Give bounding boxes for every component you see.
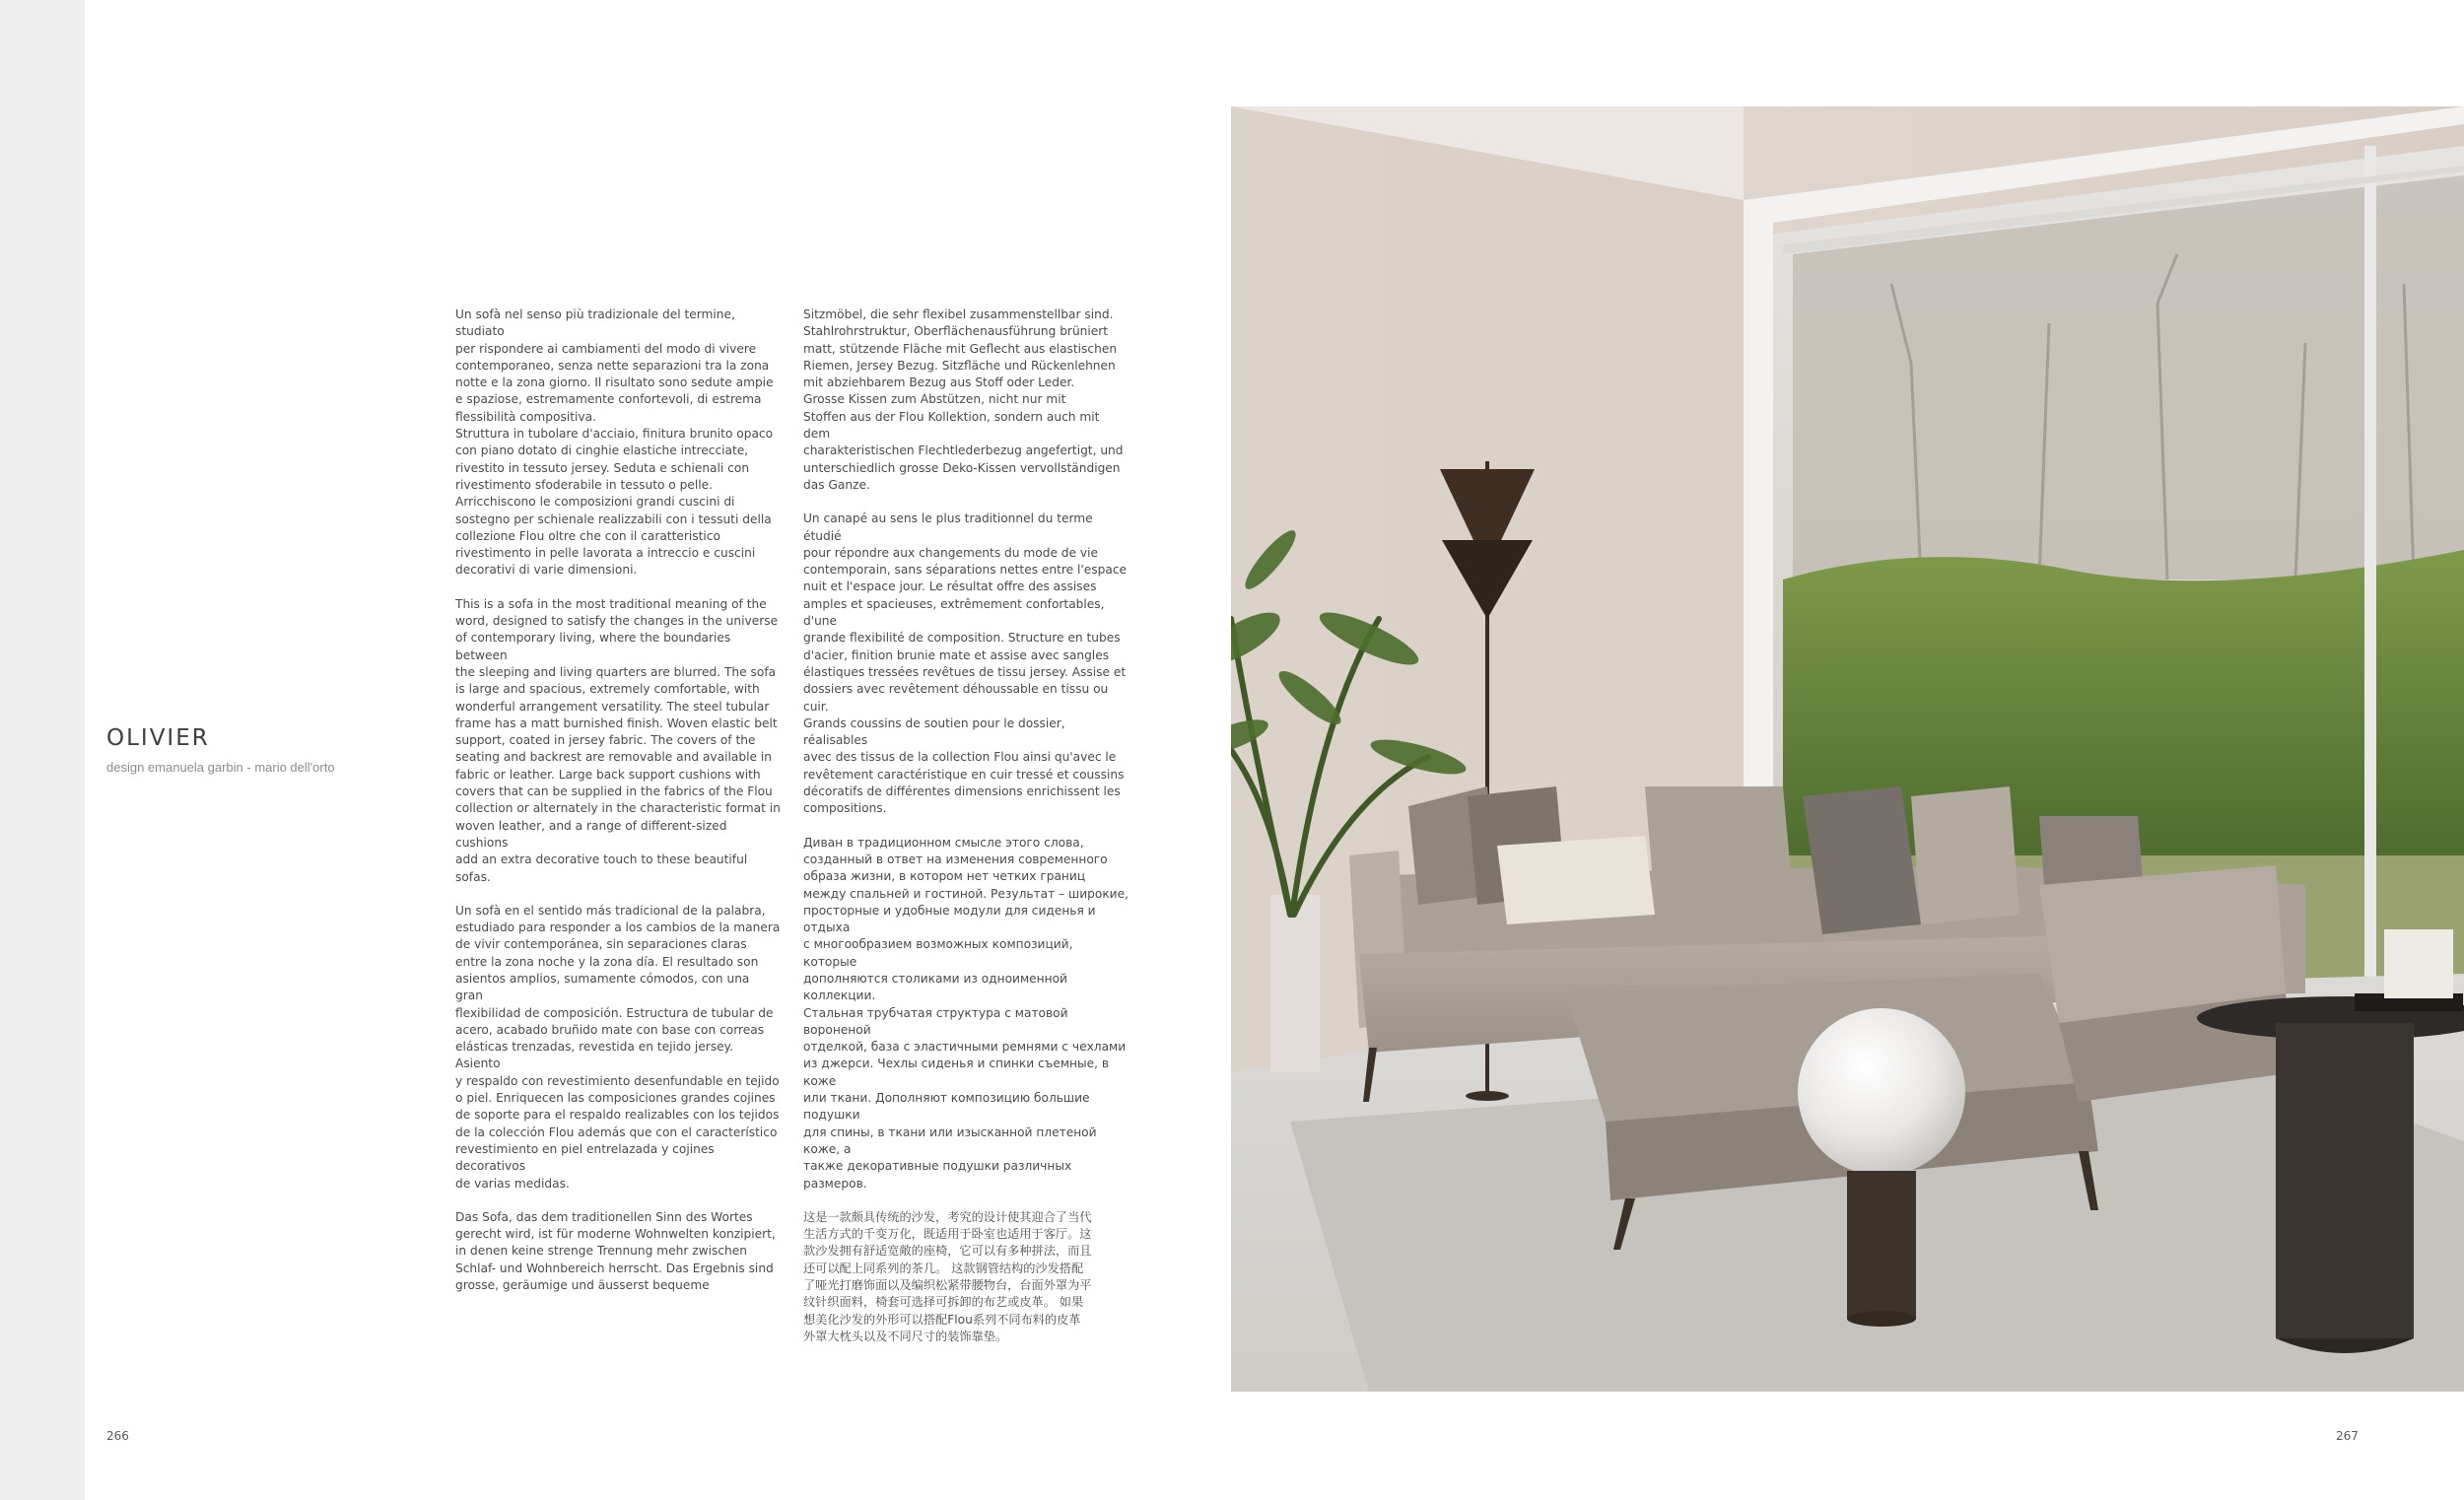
paragraph-spanish: Un sofà en el sentido más tradicional de la palabra, estudiado para responder a los cambios de la manera de vivir contemporánea, sin separaciones claras entre la zona noche y la zona día. El resultado son asientos amplios, sumamente cómodos, con una gran flexibilidad de composición. Estructura de tubular de acero, acabado bruñido mate con base con correas elásticas trenzadas, revestida en tejido jersey. Asiento y respaldo con revestimiento desenfundable en tejido o piel. Enriquecen las composiciones grandes cojines de soporte para el respaldo realizables con los tejidos de la colección Flou además que con el característico revestimiento en piel entrelazada y cojines decorativos de varias medidas. (455, 903, 781, 1191)
product-title: OLIVIER (106, 725, 210, 751)
page-gutter (0, 0, 85, 1500)
paragraph-chinese: 这是一款颇具传统的沙发，考究的设计使其迎合了当代 生活方式的千变万化，既适用于卧室也适用于客厅。这 款沙发拥有舒适宽敞的座椅，它可以有多种拼法，而且 还可以配上同系列的茶几。 这款钢管结构的沙发搭配 了哑光打磨饰面以及编织松紧带腰物台，台面外罩为平 纹针织面料，椅套可选择可拆卸的布艺或皮革。 如果 想美化沙发的外形可以搭配Flou系列不同布料的皮革 外罩大枕头以及不同尺寸的装饰靠垫。 (803, 1209, 1092, 1343)
paragraph-english: This is a sofa in the most traditional meaning of the word, designed to satisfy the changes in the universe of contemporary living, where the boundaries between the sleeping and living quarters are blurred. The sofa is large and spacious, extremely comfortable, with wonderful arrangement versatility. The steel tubular frame has a matt burnished finish. Woven elastic belt support, coated in jersey fabric. The covers of the seating and backrest are removable and available in fabric or leather. Large back support cushions with covers that can be supplied in the fabrics of the Flou collection or alternately in the characteristic format in woven leather, and a range of different-sized cushions add an extra decorative touch to these beautiful sofas. (455, 596, 781, 884)
text-column-right (803, 307, 1129, 1362)
paragraph-german-start: Das Sofa, das dem traditionellen Sinn des Wortes gerecht wird, ist für moderne Wohnwelten konzipiert, in denen keine strenge Trennung mehr zwischen Schlaf- und Wohnbereich herrscht. Das Ergebnis sind grosse, geräumige und äusserst bequeme (455, 1209, 776, 1293)
paragraph-german-end: Sitzmöbel, die sehr flexibel zusammenstellbar sind. Stahlrohrstruktur, Oberflächenausführung brüniert matt, stützende Fläche mit Geflecht aus elastischen Riemen, Jersey Bezug. Sitzfläche und Rückenlehnen mit abziehbarem Bezug aus Stoff oder Leder. Grosse Kissen zum Abstützen, nicht nur mit Stoffen aus der Flou Kollektion, sondern auch mit dem charakteristischen Flechtlederbezug angefertigt, und unterschiedlich grosse Deko-Kissen vervollständigen das Ganze. (803, 307, 1124, 492)
product-designer: design emanuela garbin - mario dell'orto (106, 760, 335, 775)
paragraph-french: Un canapé au sens le plus traditionnel du terme étudié pour répondre aux changements du mode de vie contemporain, sans séparations nettes entre l'espace nuit et l'espace jour. Le résultat offre des assises amples et spacieuses, extrêmement confortables, d'une grande flexibilité de composition. Structure en tubes d'acier, finition brunie mate et assise avec sangles élastiques tressées revêtues de tissu jersey. Assise et dossiers avec revêtement déhoussable en tissu ou cuir. Grands coussins de soutien pour le dossier, réalisables avec des tissus de la collection Flou ainsi qu'avec le revêtement caractéristique en cuir tressé et coussins décoratifs de différentes dimensions enrichissent les compositions. (803, 511, 1128, 816)
text-column-left (455, 307, 781, 1311)
page-number-right: 267 (2336, 1429, 2359, 1443)
living-room-sofa-photo (1231, 106, 2464, 1392)
paragraph-italian: Un sofà nel senso più tradizionale del termine, studiato per rispondere ai cambiamenti del modo di vivere contemporaneo, senza nette separazioni tra la zona notte e la zona giorno. Il risultato sono sedute ampie e spaziose, estremamente confortevoli, di estrema flessibilità compositiva. Struttura in tubolare d'acciaio, finitura brunito opaco con piano dotato di cinghie elastiche intrecciate, rivestito in tessuto jersey. Seduta e schienali con rivestimento sfoderabile in tessuto o pelle. Arricchiscono le composizioni grandi cuscini di sostegno per schienale realizzabili con i tessuti della collezione Flou oltre che con il caratteristico rivestimento in pelle lavorata a intreccio e cuscini decorativi di varie dimensioni. (455, 307, 774, 578)
paragraph-russian: Диван в традиционном смысле этого слова, созданный в ответ на изменения современного образа жизни, в котором нет четких границ между спальней и гостиной. Результат – широкие, просторные и удобные модули для сиденья и отдыха с многообразием возможных композиций, которые дополняются столиками из одноименной коллекции. Стальная трубчатая структура с матовой вороненой отделкой, база с эластичными ремнями с чехлами из джерси. Чехлы сиденья и спинки съемные, в коже или ткани. Дополняют композицию большие подушки для спины, в ткани или изысканной плетеной коже, а также декоративные подушки различных размеров. (803, 835, 1129, 1191)
page-number-left: 266 (106, 1429, 129, 1443)
